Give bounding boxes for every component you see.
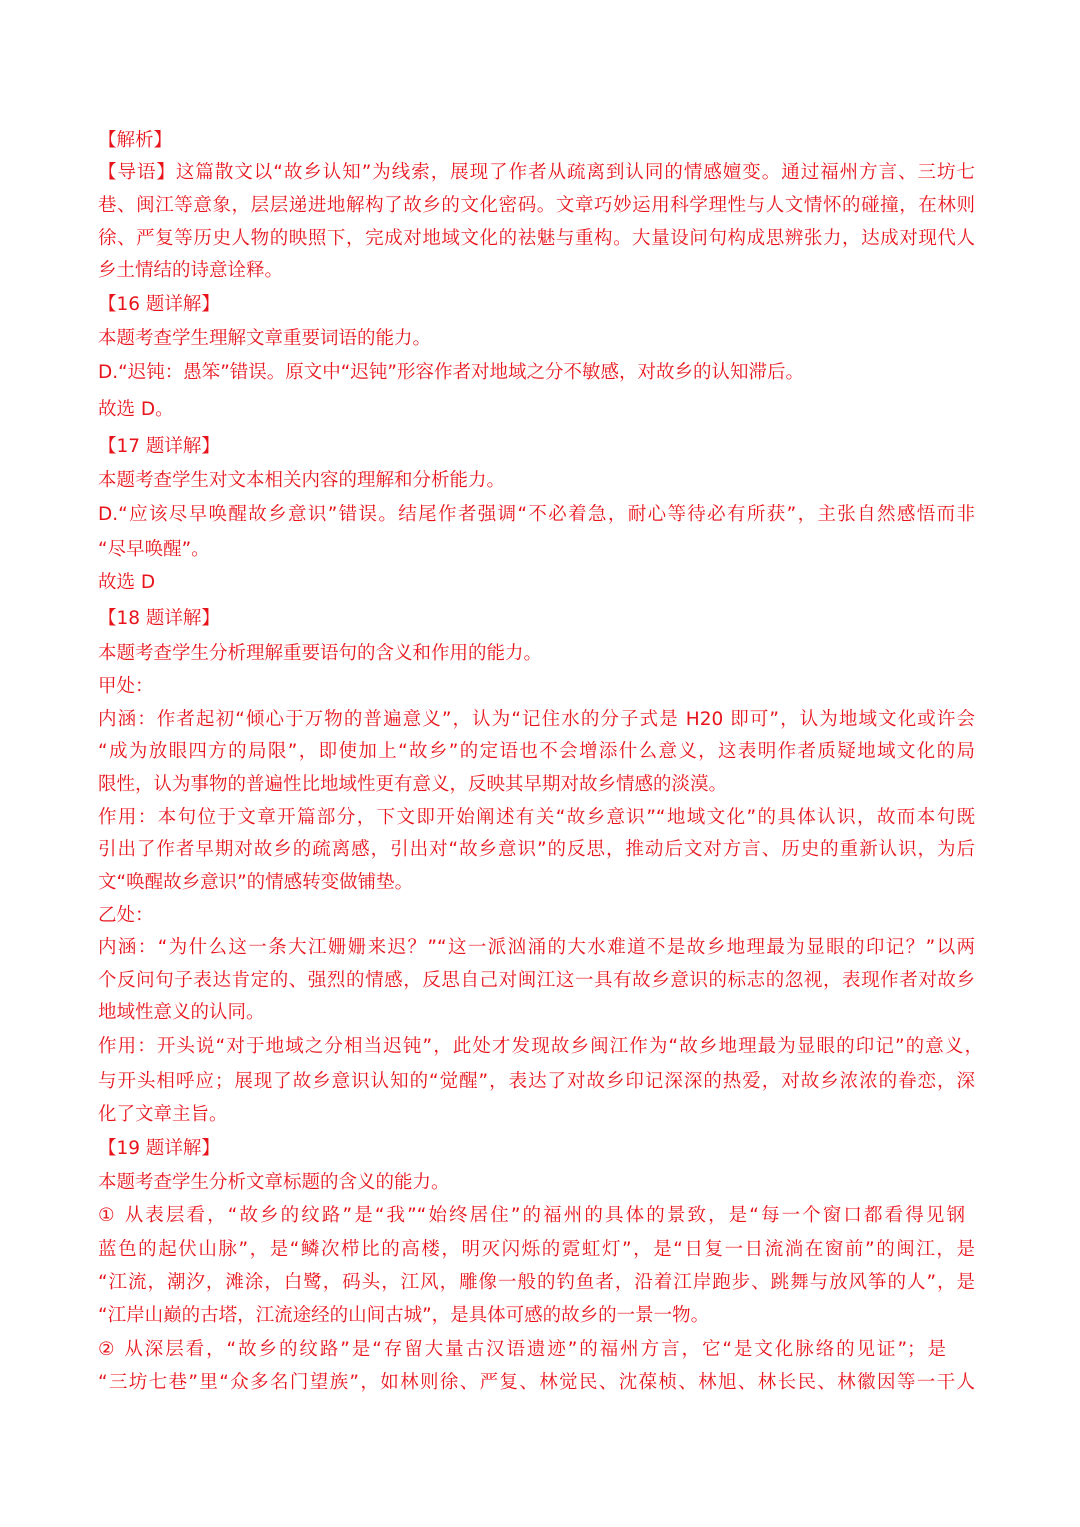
q18-text-line: “成为放眼四方的局限”，即使加上“故乡”的定语也不会增添什么意义，这表明作者质疑地域文化的局 (98, 741, 975, 762)
q18-text-line: 限性，认为事物的普遍性比地域性更有意义，反映其早期对故乡情感的淡漠。 (98, 774, 728, 795)
q19-text-line: ② 从深层看，“故乡的纹路”是“存留大量古汉语遗迹”的福州方言，它“是文化脉络的见证”；是 (98, 1339, 946, 1360)
q17-text-line: D.“应该尽早唤醒故乡意识”错误。结尾作者强调“不必着急，耐心等待必有所获”，主张自然感悟而非 (98, 504, 975, 525)
q18-text-line: 作用：开头说“对于地域之分相当迟钝”，此处才发现故乡闽江作为“故乡地理最为显眼的印记”的意义， (98, 1036, 983, 1057)
q16-text-line: 本题考查学生理解文章重要词语的能力。 (98, 328, 432, 349)
q18-text-line: 文“唤醒故乡意识”的情感转变做铺垫。 (98, 872, 414, 893)
q18-text-line: 个反问句子表达肯定的、强烈的情感，反思自己对闽江这一具有故乡意识的标志的忽视，表现作者对故乡 (98, 970, 975, 991)
section-heading-analysis: 【解析】 (98, 130, 173, 151)
q16-text-line: D.“迟钝：愚笨”错误。原文中“迟钝”形容作者对地域之分不敏感，对故乡的认知滞后。 (98, 362, 804, 383)
q16-answer: 故选 D。 (98, 399, 174, 420)
q19-text-line: 本题考查学生分析文章标题的含义的能力。 (98, 1172, 450, 1193)
intro-paragraph-line: 徐、严复等历史人物的映照下，完成对地域文化的祛魅与重构。大量设问句构成思辨张力，达成对现代人 (98, 228, 975, 249)
q19-text-line: “江流，潮汐，滩涂，白鹭，码头，江风，雕像一般的钓鱼者，沿着江岸跑步、跳舞与放风筝的人”，是 (98, 1272, 975, 1293)
q18-text-line: 与开头相呼应；展现了故乡意识认知的“觉醒”，表达了对故乡印记深深的热爱，对故乡浓浓的眷恋，深 (98, 1071, 975, 1092)
q18-text-line: 内涵：“为什么这一条大江姗姗来迟？”“这一派汹涌的大水难道不是故乡地理最为显眼的印记？”以两 (98, 937, 975, 958)
q19-text-line: ① 从表层看，“故乡的纹路”是“我”“始终居住”的福州的具体的景致，是“每一个窗口都看得见钢 (98, 1205, 965, 1226)
q18-text-line: 化了文章主旨。 (98, 1104, 228, 1125)
q18-text-line: 本题考查学生分析理解重要语句的含义和作用的能力。 (98, 643, 543, 664)
intro-paragraph-line: 【导语】这篇散文以“故乡认知”为线索，展现了作者从疏离到认同的情感嬗变。通过福州方言、三坊七 (98, 162, 975, 183)
q17-text-line: “尽早唤醒”。 (98, 539, 210, 560)
q17-text-line: 本题考查学生对文本相关内容的理解和分析能力。 (98, 470, 506, 491)
intro-paragraph-line: 乡土情结的诗意诠释。 (98, 260, 284, 281)
q18-subheading-yi: 乙处： (98, 905, 154, 926)
question-17-heading: 【17 题详解】 (98, 436, 220, 457)
intro-paragraph-line: 巷、闽江等意象，层层递进地解构了故乡的文化密码。文章巧妙运用科学理性与人文情怀的碰撞，在林则 (98, 195, 975, 216)
q18-text-line: 地域性意义的认同。 (98, 1002, 265, 1023)
question-19-heading: 【19 题详解】 (98, 1138, 220, 1159)
q19-text-line: “江岸山巅的古塔，江流途经的山间古城”，是具体可感的故乡的一景一物。 (98, 1305, 710, 1326)
q18-text-line: 引出了作者早期对故乡的疏离感，引出对“故乡意识”的反思，推动后文对方言、历史的重新认识，为后 (98, 839, 975, 860)
question-18-heading: 【18 题详解】 (98, 608, 220, 629)
q19-text-line: 蓝色的起伏山脉”，是“鳞次栉比的高楼，明灭闪烁的霓虹灯”，是“日复一日流淌在窗前”的闽江，是 (98, 1239, 975, 1260)
question-16-heading: 【16 题详解】 (98, 294, 220, 315)
q17-answer: 故选 D (98, 572, 156, 593)
q18-subheading-jia: 甲处： (98, 676, 154, 697)
q18-text-line: 内涵：作者起初“倾心于万物的普遍意义”，认为“记住水的分子式是 H20 即可”，认为地域文化或许会 (98, 709, 975, 730)
q18-text-line: 作用：本句位于文章开篇部分，下文即开始阐述有关“故乡意识”“地域文化”的具体认识，故而本句既 (98, 807, 975, 828)
q19-text-line: “三坊七巷”里“众多名门望族”，如林则徐、严复、林觉民、沈葆桢、林旭、林长民、林徽因等一干人 (98, 1372, 975, 1393)
